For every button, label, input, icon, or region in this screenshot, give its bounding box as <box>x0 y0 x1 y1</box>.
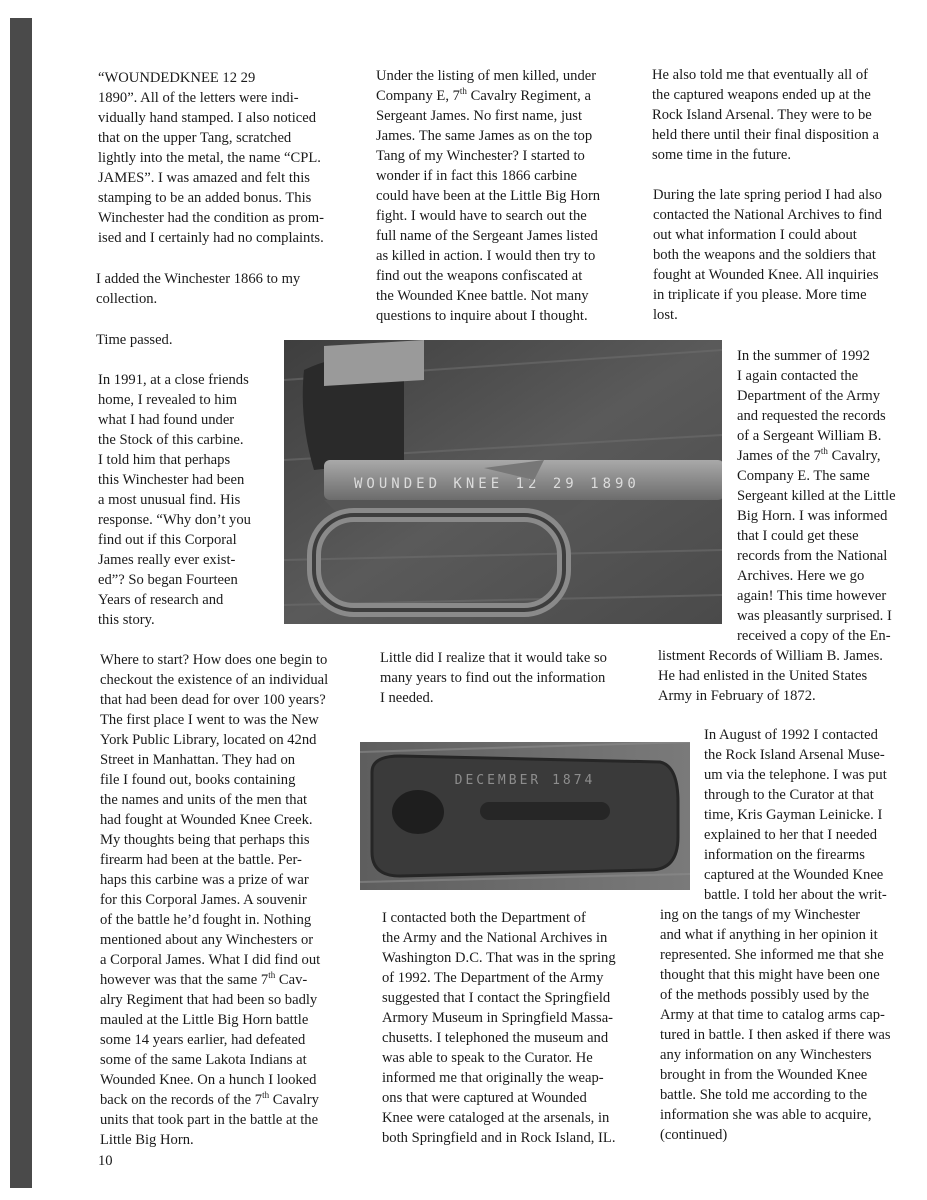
text-line: some 14 years earlier, had defeated <box>100 1032 306 1048</box>
text-line: many years to find out the information <box>380 670 606 686</box>
tang-stamp-text: WOUNDED KNEE 12 29 1890 <box>354 476 640 492</box>
text-line: I added the Winchester 1866 to my <box>96 271 301 287</box>
plate-stamp-text: DECEMBER 1874 <box>454 773 596 788</box>
text-line: Years of research and <box>98 592 224 608</box>
text-line: of the methods possibly used by the <box>660 987 870 1003</box>
col1-where-to-start-paragraph <box>100 650 328 1150</box>
col1-1991-paragraph <box>98 370 251 630</box>
text-line: Armory Museum in Springfield Massa- <box>382 1010 614 1026</box>
text-line: haps this carbine was a prize of war <box>100 872 309 888</box>
text-line: captured at the Wounded Knee <box>704 867 884 883</box>
text-line: of 1992. The Department of the Army <box>382 970 604 986</box>
text-line: however was that the same 7th Cav- <box>100 970 308 988</box>
text-line: in triplicate if you please. More time <box>653 287 867 303</box>
text-line: Street in Manhattan. They had on <box>100 752 296 768</box>
text-line: collection. <box>96 291 158 307</box>
text-line: units that took part in the battle at the <box>100 1112 319 1128</box>
text-line: Sergeant killed at the Little <box>737 488 896 504</box>
text-line: um via the telephone. I was put <box>704 767 887 783</box>
text-line: My thoughts being that perhaps this <box>100 832 310 848</box>
text-line: battle. I told her about the writ- <box>704 887 887 903</box>
text-line: I told him that perhaps <box>98 452 231 468</box>
text-line: Washington D.C. That was in the spring <box>382 950 616 966</box>
text-line: James of the 7th Cavalry, <box>737 446 881 464</box>
text-line: what I had found under <box>98 412 235 428</box>
lower-tang-photo-image <box>284 340 722 624</box>
text-line: as killed in action. I would then try to <box>376 248 596 264</box>
text-line: ons that were captured at Wounded <box>382 1090 587 1106</box>
text-line: 1890”. All of the letters were indi- <box>98 90 299 106</box>
text-line: questions to inquire about I thought. <box>376 308 588 324</box>
text-line: both Springfield and in Rock Island, IL. <box>382 1130 616 1146</box>
text-line: JAMES”. I was amazed and felt this <box>98 170 310 186</box>
text-line: informed me that originally the weap- <box>382 1070 604 1086</box>
text-line: firearm had been at the battle. Per- <box>100 852 302 868</box>
text-line: checkout the existence of an individual <box>100 672 329 688</box>
text-line: wonder if in fact this 1866 carbine <box>376 168 578 184</box>
col3-spring-paragraph <box>653 185 926 325</box>
text-line: Company E, 7th Cavalry Regiment, a <box>376 86 591 104</box>
text-line: the Rock Island Arsenal Muse- <box>704 747 885 763</box>
text-line: Company E. The same <box>737 468 870 484</box>
text-line: information she was able to acquire, <box>660 1107 872 1123</box>
text-line: brought in from the Wounded Knee <box>660 1067 868 1083</box>
text-line: represented. She informed me that she <box>660 947 884 963</box>
text-line: Department of the Army <box>737 388 881 404</box>
text-line: and what if anything in her opinion it <box>660 927 878 943</box>
text-line: the captured weapons ended up at the <box>652 87 871 103</box>
text-line: ing on the tangs of my Winchester <box>660 907 861 923</box>
text-line: During the late spring period I had also <box>653 187 882 203</box>
text-line: listment Records of William B. James. <box>658 648 883 664</box>
text-line: that had been dead for over 100 years? <box>100 692 326 708</box>
lower-tang-photo <box>284 340 722 624</box>
text-line: vidually hand stamped. I also noticed <box>98 110 317 126</box>
text-line: the names and units of the men that <box>100 792 308 808</box>
text-line: records from the National <box>737 548 888 564</box>
stamped-plate-photo-image <box>360 742 690 890</box>
col3-arsenal-paragraph <box>652 65 922 165</box>
binding-edge <box>10 18 32 1188</box>
text-line: response. “Why don’t you <box>98 512 251 528</box>
text-line: this story. <box>98 612 155 628</box>
text-line: could have been at the Little Big Horn <box>376 188 601 204</box>
text-line: some time in the future. <box>652 147 792 163</box>
text-line: any information on any Winchesters <box>660 1047 872 1063</box>
col1-time-passed: Time passed. <box>96 332 173 348</box>
text-line: chusetts. I telephoned the museum and <box>382 1030 609 1046</box>
text-line: lightly into the metal, the name “CPL. <box>98 150 321 166</box>
text-line: ed”? So began Fourteen <box>98 572 238 588</box>
text-line: received a copy of the En- <box>737 628 891 644</box>
col2-listing-paragraph <box>376 66 600 326</box>
text-line: ised and I certainly had no complaints. <box>98 230 324 246</box>
text-line: this Winchester had been <box>98 472 245 488</box>
text-line: Little Big Horn. <box>100 1132 194 1148</box>
text-line: alry Regiment that had been so badly <box>100 992 318 1008</box>
text-line: Army in February of 1872. <box>658 688 816 704</box>
text-line: battle. She told me according to the <box>660 1087 868 1103</box>
text-line: a most unusual find. His <box>98 492 241 508</box>
text-line: In August of 1992 I contacted <box>704 727 878 743</box>
text-line: Rock Island Arsenal. They were to be <box>652 107 872 123</box>
col3-summer-paragraph <box>737 346 926 646</box>
text-line: that on the upper Tang, scratched <box>98 130 292 146</box>
text-line: contacted the National Archives to find <box>653 207 882 223</box>
text-line: find out if this Corporal <box>98 532 237 548</box>
text-line: for this Corporal James. A souvenir <box>100 892 307 908</box>
text-line: Knee were cataloged at the arsenals, in <box>382 1110 610 1126</box>
col3-enlistment-paragraph <box>658 646 883 706</box>
text-line: a Corporal James. What I did find out <box>100 952 321 968</box>
text-line: Little did I realize that it would take so <box>380 650 607 666</box>
text-line: lost. <box>653 307 678 323</box>
text-line: the Wounded Knee battle. Not many <box>376 288 589 304</box>
text-line: through to the Curator at that <box>704 787 874 803</box>
text-line: suggested that I contact the Springfield <box>382 990 611 1006</box>
text-line: time, Kris Gayman Leinicke. I <box>704 807 883 823</box>
text-line: the Stock of this carbine. <box>98 432 244 448</box>
text-line: I contacted both the Department of <box>382 910 586 926</box>
text-line: Winchester had the condition as prom- <box>98 210 324 226</box>
col2-contacted-paragraph <box>382 908 616 1148</box>
text-line: He also told me that eventually all of <box>652 67 869 83</box>
text-line: explained to her that I needed <box>704 827 878 843</box>
page-number: 10 <box>98 1153 113 1169</box>
text-line: out what information I could about <box>653 227 857 243</box>
text-line: full name of the Sergeant James listed <box>376 228 598 244</box>
text-line: was able to speak to the Curator. He <box>382 1050 593 1066</box>
text-line: some of the same Lakota Indians at <box>100 1052 307 1068</box>
text-line: I again contacted the <box>737 368 859 384</box>
text-line: tured in battle. I then asked if there was <box>660 1027 891 1043</box>
text-line: Under the listing of men killed, under <box>376 68 597 84</box>
text-line: find out the weapons confiscated at <box>376 268 583 284</box>
text-line: and requested the records <box>737 408 886 424</box>
text-line: Army at that time to catalog arms cap- <box>660 1007 885 1023</box>
text-line: (continued) <box>660 1127 728 1143</box>
text-line: mauled at the Little Big Horn battle <box>100 1012 309 1028</box>
col1-collection-paragraph <box>96 269 300 309</box>
text-line: mentioned about any Winchesters or <box>100 932 314 948</box>
col3-tangs-paragraph <box>660 905 926 1145</box>
col3-august-paragraph <box>704 725 926 905</box>
text-line: home, I revealed to him <box>98 392 237 408</box>
text-line: again! This time however <box>737 588 887 604</box>
text-line: James. The same James as on the top <box>376 128 593 144</box>
col1-intro-paragraph <box>98 68 324 248</box>
text-line: held there until their final disposition a <box>652 127 879 143</box>
text-line: fight. I would have to search out the <box>376 208 587 224</box>
text-line: was pleasantly surprised. I <box>737 608 892 624</box>
text-line: of a Sergeant William B. <box>737 428 882 444</box>
text-line: stamping to be an added bonus. This <box>98 190 312 206</box>
text-line: information on the firearms <box>704 847 865 863</box>
text-line: Wounded Knee. On a hunch I looked <box>100 1072 317 1088</box>
text-line: thought that this might have been one <box>660 967 880 983</box>
text-line: York Public Library, located on 42nd <box>100 732 317 748</box>
text-line: back on the records of the 7th Cavalry <box>100 1090 319 1108</box>
text-line: Big Horn. I was informed <box>737 508 888 524</box>
text-line: file I found out, books containing <box>100 772 296 788</box>
text-line: I needed. <box>380 690 434 706</box>
text-line: James really ever exist- <box>98 552 236 568</box>
text-line: In 1991, at a close friends <box>98 372 249 388</box>
text-line: In the summer of 1992 <box>737 348 870 364</box>
text-line: Sergeant James. No first name, just <box>376 108 583 124</box>
text-line: the Army and the National Archives in <box>382 930 608 946</box>
text-line: He had enlisted in the United States <box>658 668 868 684</box>
text-line: Tang of my Winchester? I started to <box>376 148 585 164</box>
stamped-plate-photo <box>360 742 690 890</box>
text-line: that I could get these <box>737 528 859 544</box>
text-line: The first place I went to was the New <box>100 712 319 728</box>
text-line: of the battle he’d fought in. Nothing <box>100 912 312 928</box>
text-line: Archives. Here we go <box>737 568 865 584</box>
text-line: fought at Wounded Knee. All inquiries <box>653 267 879 283</box>
text-line: Where to start? How does one begin to <box>100 652 328 668</box>
text-line: “WOUNDEDKNEE 12 29 <box>98 70 256 86</box>
text-line: both the weapons and the soldiers that <box>653 247 876 263</box>
text-line: had fought at Wounded Knee Creek. <box>100 812 313 828</box>
col2-little-did-paragraph <box>380 648 607 708</box>
